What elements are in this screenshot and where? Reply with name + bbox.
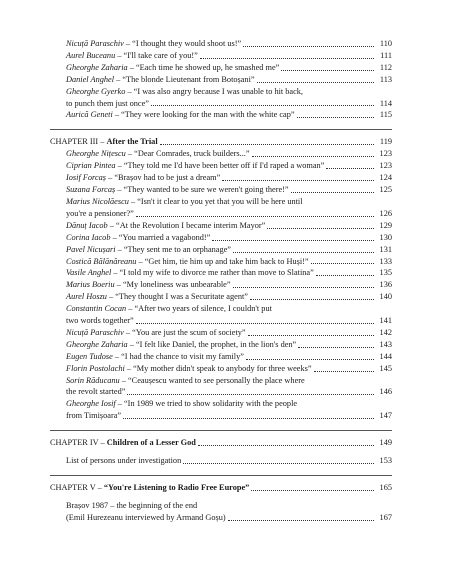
leader-dots [298,346,374,348]
entry-quote: – “You married a vagabond!” [112,232,211,242]
page-number: 143 [379,339,392,349]
person-name: Aurel Buceanu [66,50,116,60]
chapter-separator: – [98,137,107,147]
leader-dots [136,215,374,217]
page-number: 115 [379,110,392,120]
entry-quote-line1: – “After two years of silence, I couldn't put [128,304,272,314]
person-name: Marius Boeriu [66,280,115,290]
toc-entry[interactable] [50,62,392,74]
page-number: 133 [379,256,392,266]
leader-dots [311,262,374,264]
page-number: 110 [379,39,392,48]
entry-quote: – “I thought they would shoot us!” [125,39,242,48]
chapter-title: “You're Listening to Radio Free Europe” [103,483,250,493]
person-name: Eugen Tudose [66,351,113,361]
page-number: 144 [379,351,392,361]
leader-dots [233,251,374,253]
toc-entry[interactable] [50,196,392,220]
chapter-title: After the Trial [106,137,158,147]
chapter2-continued [50,38,392,121]
leader-dots [212,239,374,241]
person-name: Iosif Forcaș [66,173,107,183]
toc-entry[interactable] [50,500,392,524]
entry-quote: – “They were looking for the man with the white cap” [114,110,295,120]
toc-entry[interactable] [50,38,392,50]
leader-dots [250,298,374,300]
entry-quote: – “Each time he showed up, he smashed me” [129,62,280,72]
person-name: Nicuță Paraschiv [66,39,124,48]
page-number: 141 [379,316,392,326]
page-number: 167 [379,513,392,522]
person-name: Vasile Anghel [66,268,112,278]
page-number: 145 [379,363,392,373]
page-number: 114 [379,98,392,108]
person-name: Ciprian Pintea [66,161,116,171]
leader-dots [291,191,374,193]
leader-dots [248,334,374,336]
toc-entry[interactable] [50,148,392,160]
entry-title: List of persons under investigation [66,456,182,466]
page-number: 124 [379,173,392,183]
entry-title-line1: Brașov 1987 – the beginning of the end [66,501,198,511]
toc-entry[interactable] [50,256,392,268]
page-number: 123 [379,149,392,159]
page-number: 131 [379,244,392,254]
entry-quote: – “I felt like Daniel, the prophet, in the lion's den” [129,339,297,349]
entry-quote: – “They sent me to an orphanage” [117,244,231,254]
entry-quote: – “Get him, tie him up and take him back to Huși!” [138,256,309,266]
page-number: 147 [379,411,392,421]
leader-dots [127,393,374,395]
person-name: Suzana Forcaș [66,185,116,195]
entry-quote: – “They told me I'd have been better off if I'd raped a woman” [117,161,325,171]
page-number: 123 [379,161,392,171]
entry-quote-line1: – “In 1989 we tried to show solidarity with the people [117,399,298,409]
toc-entry[interactable] [50,339,392,351]
entry-quote-line1: – “Ceaușescu wanted to see personally the place where [121,375,305,385]
entry-quote: – “Brașov had to be just a dream” [108,173,221,183]
entry-quote: – “They thought I was a Securitate agent” [109,292,248,302]
leader-dots [297,116,374,118]
entry-quote-line2: you're a pensioner?” [66,208,134,218]
page-number: 165 [379,483,392,493]
chapter-heading[interactable] [50,136,392,148]
toc-entry[interactable] [50,398,392,422]
person-name: Gheorghe Zaharia [66,62,128,72]
entry-quote: – “I told my wife to divorce me rather than move to Slatina” [113,268,314,278]
toc-entry[interactable] [50,86,392,110]
leader-dots [183,462,374,464]
toc-entry[interactable] [50,160,392,172]
page-number: 135 [379,268,392,278]
entry-quote: – “Dear Comrades, truck builders...” [127,149,250,159]
toc-entry[interactable] [50,244,392,256]
person-name: Marius Nicolăescu [66,196,129,206]
person-name: Dănuț Iacob [66,220,108,230]
toc-entry[interactable] [50,232,392,244]
page-number: 112 [379,62,392,72]
page-number: 136 [379,280,392,290]
person-name: Aurică Geneti [66,110,113,120]
toc-entry[interactable] [50,172,392,184]
entry-quote: – “I'll take care of you!” [117,50,198,60]
leader-dots [123,417,374,419]
chapter-title: Children of a Lesser God [106,438,196,448]
leader-dots [233,286,374,288]
leader-dots [251,489,374,491]
leader-dots [314,370,374,372]
chapter5 [50,482,392,524]
leader-dots [281,69,374,71]
page-number: 146 [379,387,392,397]
leader-dots [326,167,374,169]
toc-entry[interactable] [50,279,392,291]
leader-dots [243,45,374,47]
page-number: 119 [379,137,392,147]
toc-entry[interactable] [50,363,392,375]
person-name: Constantin Cocan [66,304,127,314]
toc-entry[interactable] [50,267,392,279]
toc-entry[interactable] [50,109,392,121]
leader-dots [316,274,374,276]
entry-quote: – “You are just the scum of society” [125,327,246,337]
entry-quote-line2: to punch them just once” [66,98,149,108]
chapter-heading[interactable] [50,482,392,494]
person-name: Gheorghe Gyerko [66,86,126,96]
entry-quote: – “The blonde Lieutenant from Botoșani” [116,74,255,84]
leader-dots [200,57,374,59]
person-name: Daniel Anghel [66,74,115,84]
toc-entry[interactable] [50,375,392,399]
chapter-label: CHAPTER V [50,483,96,493]
leader-dots [151,104,374,106]
person-name: Costică Bălănăreanu [66,256,137,266]
chapter-separator: – [95,483,104,493]
person-name: Corina Iacob [66,232,111,242]
entry-title-line2: (Emil Hurezeanu interviewed by Armand Goșu) [66,513,226,522]
person-name: Gheorghe Iosif [66,399,116,409]
page-number: 130 [379,232,392,242]
person-name: Sorin Răducanu [66,375,120,385]
toc-entry[interactable] [50,291,392,303]
person-name: Pavel Nicușari [66,244,116,254]
person-name: Aurel Hoszu [66,292,107,302]
leader-dots [160,143,374,145]
toc-entry[interactable] [50,184,392,196]
page-number: 125 [379,185,392,195]
entry-quote-line2: from Timișoara” [66,411,122,421]
leader-dots [246,358,374,360]
toc-entry[interactable] [50,303,392,327]
page-number: 142 [379,327,392,337]
entry-quote: – “My mother didn't speak to anybody for three weeks” [126,363,312,373]
page-number: 126 [379,208,392,218]
entry-quote-line2: the revolt started” [66,387,126,397]
toc-entry[interactable] [50,455,392,467]
toc-entry[interactable] [50,50,392,62]
toc-entry[interactable] [50,327,392,339]
person-name: Nicuță Paraschiv [66,327,124,337]
chapter-heading[interactable] [50,437,392,449]
leader-dots [257,81,374,83]
chapter-label: CHAPTER III [50,137,99,147]
toc-entry[interactable] [50,74,392,86]
page-number: 129 [379,220,392,230]
entry-quote-line2: two words together” [66,316,134,326]
leader-dots [222,179,374,181]
leader-dots [252,155,374,157]
chapter-label: CHAPTER IV [50,438,99,448]
chapter3 [50,136,392,422]
page-number: 149 [379,438,392,448]
leader-dots [267,227,374,229]
entry-quote: – “I had the chance to visit my family” [114,351,244,361]
chapter-separator: – [98,438,107,448]
toc-entry[interactable] [50,351,392,363]
leader-dots [198,444,374,446]
person-name: Gheorghe Nițescu [66,149,126,159]
page-number: 113 [379,74,392,84]
leader-dots [136,322,374,324]
person-name: Gheorghe Zaharia [66,339,128,349]
entry-quote-line1: – “I was also angry because I was unable to hit back, [127,86,304,96]
page-number: 111 [380,50,392,60]
leader-dots [228,519,374,521]
page-number: 153 [379,456,392,466]
entry-quote: – “They wanted to be sure we weren't going there!” [117,185,289,195]
entry-quote: – “My loneliness was unbearable” [116,280,231,290]
page-number: 140 [379,292,392,302]
entry-quote: – “At the Revolution I became interim Mayor” [109,220,266,230]
person-name: Florin Postolachi [66,363,125,373]
chapter4 [50,437,392,467]
toc-entry[interactable] [50,220,392,232]
entry-quote-line1: – “Isn't it clear to you yet that you will be here until [131,196,303,206]
